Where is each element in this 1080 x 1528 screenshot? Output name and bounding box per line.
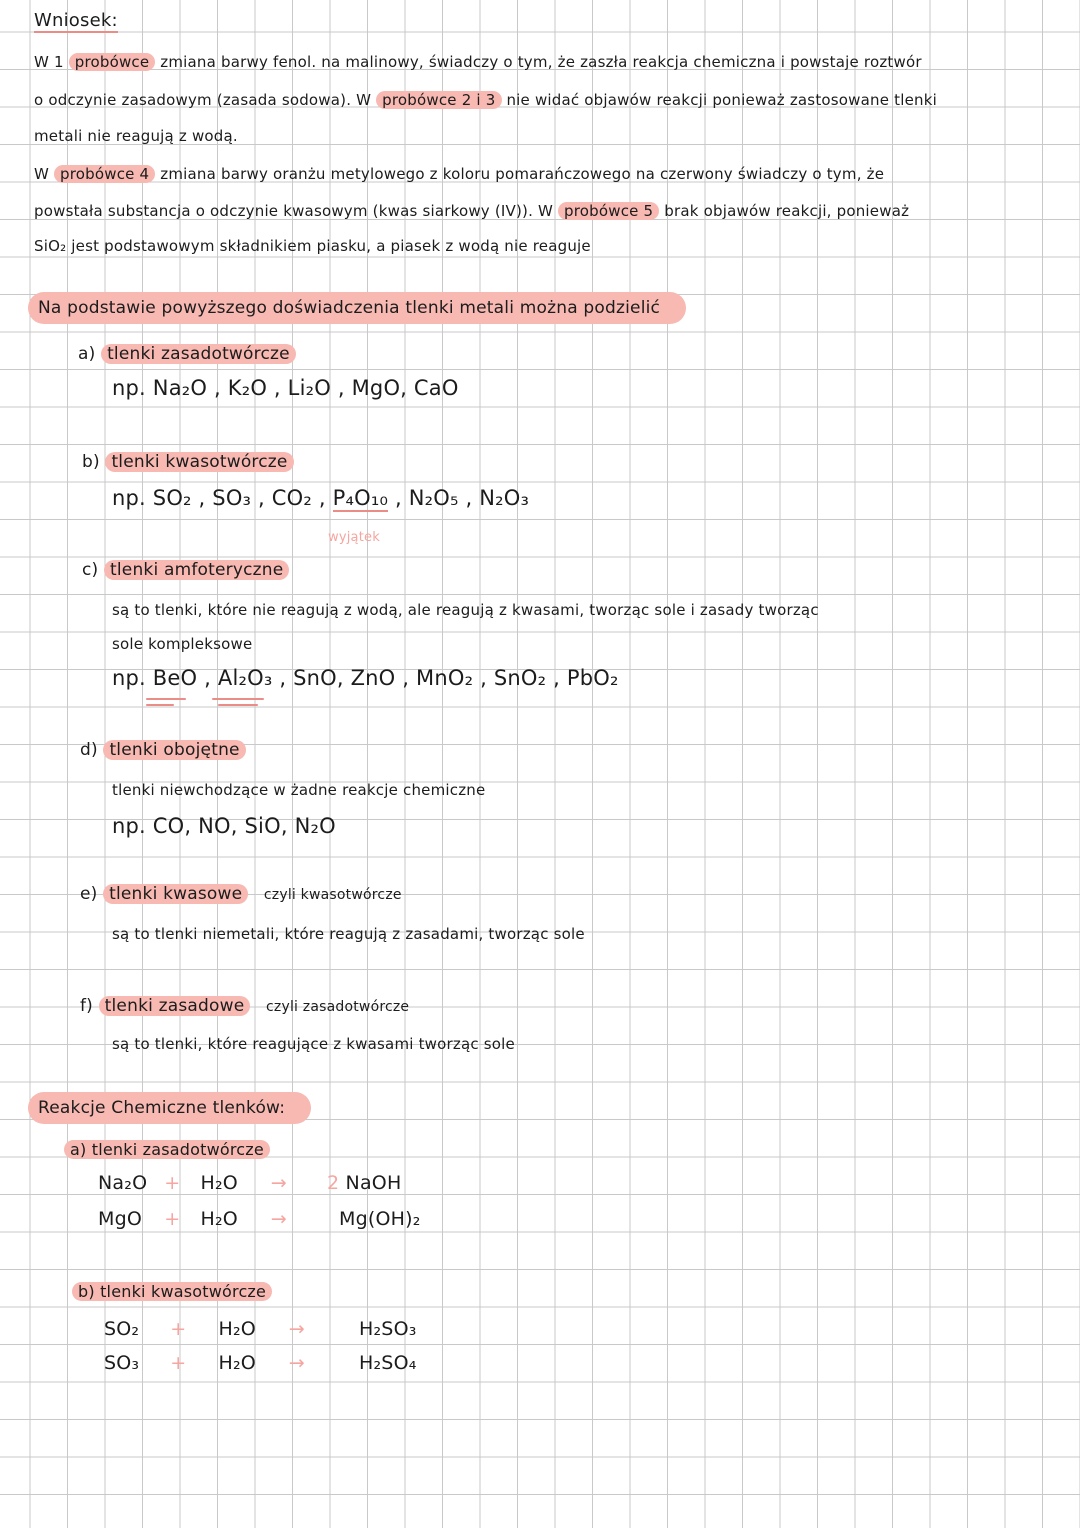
group-c-examples: np. BeO , Al₂O₃ , SnO, ZnO , MnO₂ , SnO₂ , PbO₂ [112, 666, 619, 690]
group-d-desc: tlenki niewchodzące w żadne reakcje chemiczne [112, 781, 486, 799]
conclusion-line-6: SiO₂ jest podstawowym składnikiem piasku, a piasek z wodą nie reaguje [34, 237, 591, 255]
exception-note: wyjątek [328, 530, 380, 545]
group-b-heading: b) tlenki kwasotwórcze [82, 452, 294, 472]
reaction-row: MgO + H₂O → Mg(OH)₂ [98, 1208, 421, 1230]
underline-doodle [218, 704, 258, 706]
underline-doodle [212, 698, 264, 700]
highlight-probowka-5: probówce 5 [558, 202, 659, 220]
conclusion-line-1: W 1 probówce zmiana barwy fenol. na malinowy, świadczy o tym, że zaszła reakcja chemiczna i powstaje roztwór [34, 53, 922, 71]
conclusion-line-4: W probówce 4 zmiana barwy oranżu metylowego z koloru pomarańczowego na czerwony świadczy o tym, że [34, 165, 885, 183]
highlight-probowka-1: probówce [69, 53, 156, 71]
reactions-heading: Reakcje Chemiczne tlenków: [28, 1098, 311, 1118]
highlight-probowka-4: probówce 4 [54, 165, 155, 183]
group-b-examples: np. SO₂ , SO₃ , CO₂ , P₄O₁₀ , N₂O₅ , N₂O₃ [112, 486, 530, 510]
reactions-a-label: a) tlenki zasadotwórcze [64, 1140, 270, 1159]
group-a-examples: np. Na₂O , K₂O , Li₂O , MgO, CaO [112, 376, 459, 400]
reactions-b-label: b) tlenki kwasotwórcze [72, 1282, 272, 1301]
underline-doodle [146, 698, 186, 700]
group-c-heading: c) tlenki amfoteryczne [82, 560, 289, 580]
group-d-examples: np. CO, NO, SiO, N₂O [112, 814, 336, 838]
group-e-desc: są to tlenki niemetali, które reagują z zasadami, tworząc sole [112, 925, 585, 943]
group-f-heading: f) tlenki zasadowe czyli zasadotwórcze [80, 996, 410, 1016]
group-c-desc-2: sole kompleksowe [112, 635, 253, 653]
reaction-row: SO₃ + H₂O → H₂SO₄ [104, 1352, 417, 1374]
group-f-desc: są to tlenki, które reagujące z kwasami tworząc sole [112, 1035, 515, 1053]
division-heading: Na podstawie powyższego doświadczenia tlenki metali można podzielić [28, 298, 686, 318]
conclusion-line-5: powstała substancja o odczynie kwasowym (kwas siarkowy (IV)). W probówce 5 brak objawów reakcji, ponieważ [34, 202, 910, 220]
group-e-heading: e) tlenki kwasowe czyli kwasotwórcze [80, 884, 402, 904]
conclusion-line-3: metali nie reagują z wodą. [34, 127, 238, 145]
group-a-heading: a) tlenki zasadotwórcze [78, 344, 296, 364]
group-c-desc-1: są to tlenki, które nie reagują z wodą, ale reagują z kwasami, tworząc sole i zasady tworząc [112, 601, 819, 619]
reaction-row: Na₂O + H₂O → 2 NaOH [98, 1172, 402, 1194]
group-d-heading: d) tlenki obojętne [80, 740, 246, 760]
highlight-probowka-2-3: probówce 2 i 3 [376, 91, 501, 109]
conclusion-line-2: o odczynie zasadowym (zasada sodowa). W probówce 2 i 3 nie widać objawów reakcji ponieważ zastosowane tlenki [34, 91, 937, 109]
reaction-row: SO₂ + H₂O → H₂SO₃ [104, 1318, 417, 1340]
underline-doodle [146, 704, 174, 706]
page-title: Wniosek: [34, 10, 118, 31]
exception-formula: P₄O₁₀ [332, 486, 389, 510]
